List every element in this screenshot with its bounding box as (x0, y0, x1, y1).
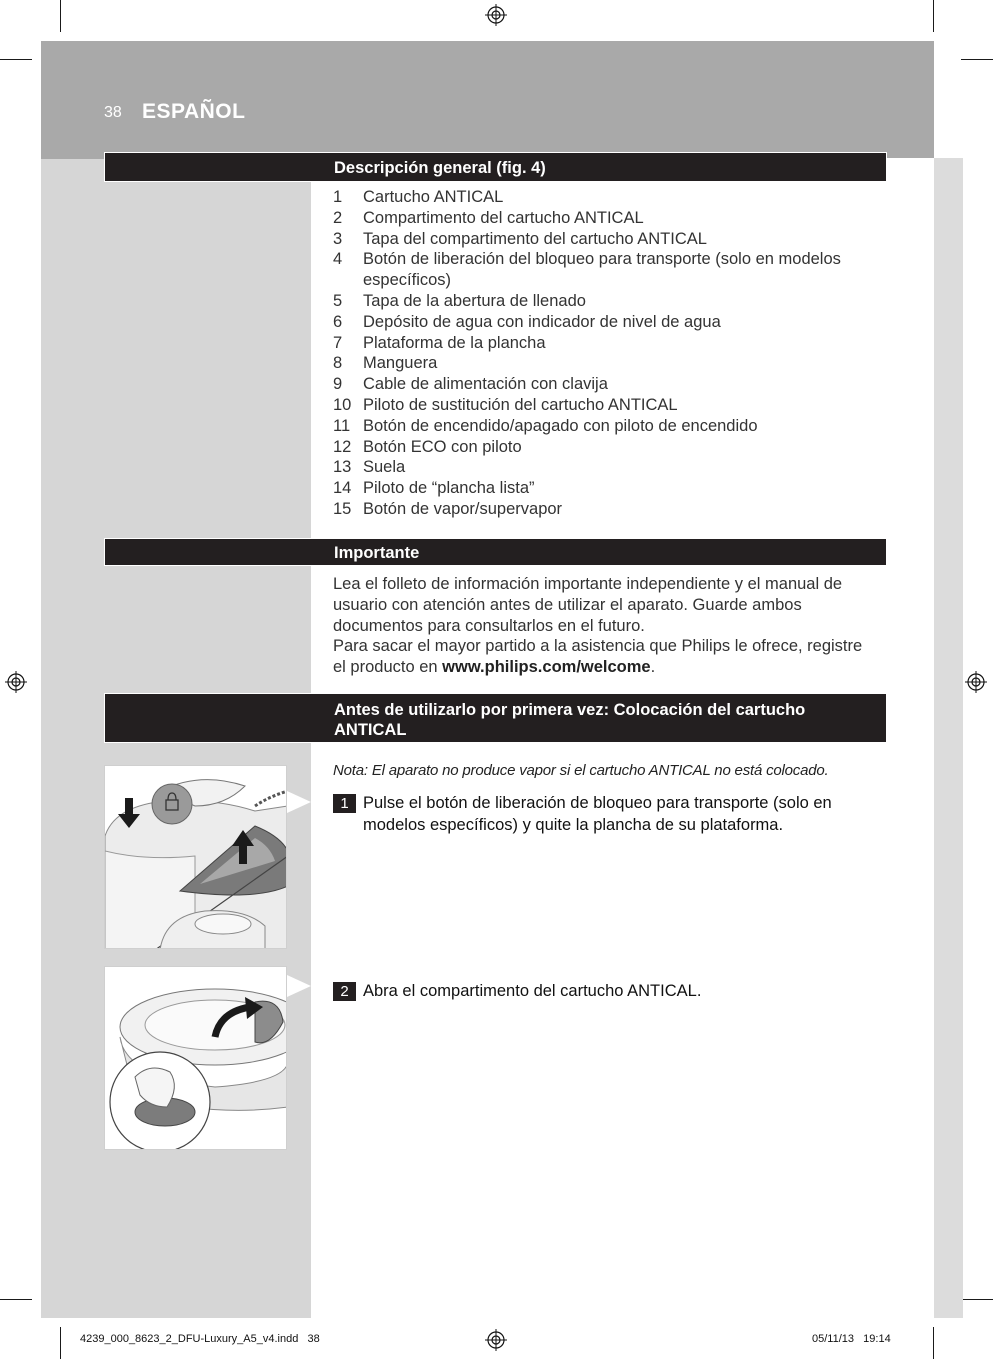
cartridge-compartment-illustration (105, 967, 287, 1150)
list-item-text: Compartimento del cartucho ANTICAL (363, 208, 644, 227)
list-item-number: 14 (333, 479, 352, 498)
list-item-text: Manguera (363, 354, 438, 373)
list-item-text: Piloto de “plancha lista” (363, 479, 535, 498)
list-item (333, 187, 873, 208)
list-item-number: 10 (333, 395, 352, 414)
figure-open-compartment (104, 966, 287, 1150)
list-item-number: 12 (333, 437, 352, 456)
registration-mark-icon (965, 671, 987, 693)
important-paragraph: Lea el folleto de información importante independiente y el manual de usuario con atención antes de utilizar el aparato. Guarde ambos documentos para consultarlos en el futuro. (333, 575, 843, 635)
list-item-number: 7 (333, 333, 343, 352)
list-item-text: Piloto de sustitución del cartucho ANTICAL (363, 395, 678, 414)
registration-mark-icon (485, 1329, 507, 1351)
list-item-number: 1 (333, 188, 343, 206)
section-title: Antes de utilizarlo por primera vez: Colocación del cartucho ANTICAL (334, 701, 806, 739)
section-title: Descripción general (fig. 4) (334, 159, 546, 177)
list-item-number: 3 (333, 229, 343, 248)
step-2 (333, 981, 878, 1003)
list-item (333, 208, 873, 229)
figure-pointer (287, 791, 311, 813)
list-item-number: 11 (333, 416, 351, 435)
crop-mark (961, 59, 993, 60)
registration-mark-icon (485, 4, 507, 26)
list-item-number: 2 (333, 208, 343, 227)
footer-filename: 4239_000_8623_2_DFU-Luxury_A5_v4.indd 38 (80, 1333, 320, 1345)
footer-date: 05/11/13 19:14 (812, 1333, 891, 1345)
list-item (333, 374, 873, 395)
figure-unlock-iron (104, 765, 287, 949)
list-item (333, 437, 873, 458)
registration-paragraph (333, 636, 878, 678)
crop-mark (60, 0, 61, 32)
step-text: Pulse el botón de liberación de bloqueo para transporte (solo en modelos específicos) y quite la plancha de su plataforma. (363, 794, 832, 834)
crop-mark (0, 1299, 32, 1300)
list-item-text: Botón de vapor/supervapor (363, 499, 563, 518)
list-item (333, 229, 873, 250)
list-item (333, 499, 873, 520)
section-bar-first-use (104, 693, 887, 743)
list-item (333, 395, 873, 416)
list-item-number: 4 (333, 250, 343, 269)
section-title: Importante (334, 544, 420, 562)
list-item-text: Botón de encendido/apagado con piloto de encendido (363, 416, 758, 435)
list-item (333, 478, 873, 499)
list-item (333, 249, 873, 291)
step-1 (333, 793, 878, 836)
list-item-number: 15 (333, 499, 352, 518)
crop-mark (961, 1299, 993, 1300)
philips-welcome-link[interactable]: www.philips.com/welcome (442, 657, 651, 676)
list-item (333, 291, 873, 312)
list-item-number: 13 (333, 458, 352, 477)
page-number: 38 (104, 104, 122, 121)
list-item-text: Tapa de la abertura de llenado (363, 291, 586, 310)
list-item-number: 5 (333, 291, 343, 310)
right-margin-strip (934, 158, 963, 1318)
list-item-text: Tapa del compartimento del cartucho ANTICAL (363, 229, 707, 248)
registration-text: Para sacar el mayor partido a la asistencia que Philips le ofrece, registre el producto en (333, 637, 863, 676)
registration-mark-icon (5, 671, 27, 693)
crop-mark (933, 0, 934, 32)
list-item (333, 416, 873, 437)
list-item-text: Botón de liberación del bloqueo para transporte (solo en modelos específicos) (363, 250, 841, 290)
list-item-text: Depósito de agua con indicador de nivel de agua (363, 312, 721, 331)
list-item (333, 457, 873, 478)
registration-suffix: . (650, 657, 656, 676)
list-item (333, 353, 873, 374)
list-item-text: Suela (363, 458, 406, 477)
iron-base-illustration (105, 766, 287, 949)
crop-mark (60, 1327, 61, 1359)
list-item-number: 6 (333, 312, 343, 331)
list-item (333, 333, 873, 354)
list-item-text: Cable de alimentación con clavija (363, 375, 608, 394)
note-text: Nota: El aparato no produce vapor si el cartucho ANTICAL no está colocado. (333, 762, 829, 779)
list-item-number: 9 (333, 375, 343, 394)
list-item-number: 8 (333, 354, 343, 373)
section-bar-overview (104, 152, 887, 182)
crop-mark (0, 59, 32, 60)
step-text: Abra el compartimento del cartucho ANTICAL. (363, 982, 702, 1000)
section-bar-important (104, 538, 887, 566)
list-item (333, 312, 873, 333)
step-number-badge: 2 (333, 982, 356, 1001)
list-item-text: Plataforma de la plancha (363, 333, 546, 352)
language-heading: ESPAÑOL (142, 100, 246, 123)
crop-mark (933, 1327, 934, 1359)
list-item-text: Botón ECO con piloto (363, 437, 522, 456)
parts-list (333, 187, 873, 520)
step-number-badge: 1 (333, 794, 356, 813)
list-item-text: Cartucho ANTICAL (363, 188, 504, 206)
figure-pointer (287, 975, 311, 997)
